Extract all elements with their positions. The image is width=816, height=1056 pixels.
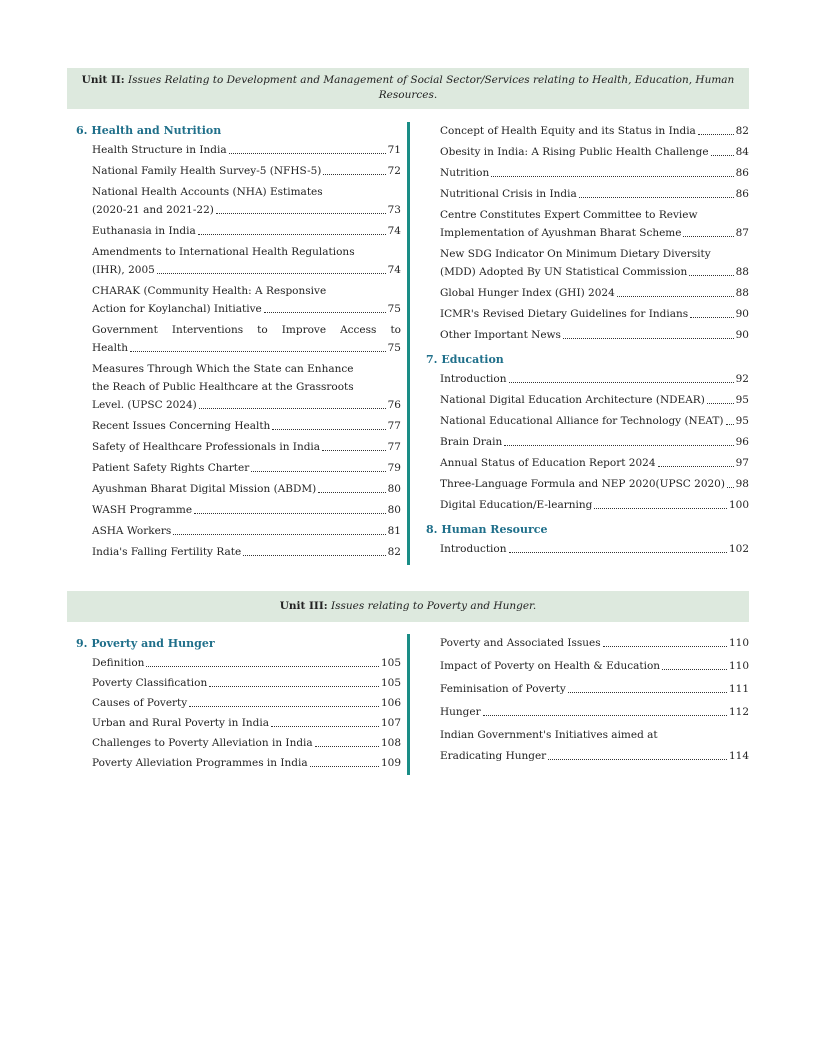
entry-title: Nutrition [440, 167, 490, 179]
entry-page: 106 [380, 697, 401, 709]
dot-leader [322, 450, 386, 451]
entry-page: 74 [387, 264, 401, 276]
dot-leader [216, 213, 386, 214]
entry-title: National Digital Education Architecture (NDEAR) [440, 394, 705, 406]
entry-title: Euthanasia in India [92, 225, 196, 237]
entry-page: 84 [735, 146, 749, 158]
entry-page: 79 [387, 462, 401, 474]
toc-entry-multiline[interactable] [92, 321, 401, 357]
unit-3-label: Unit III: [279, 600, 328, 612]
toc-entry[interactable] [440, 680, 749, 698]
toc-entry[interactable] [92, 754, 401, 772]
entry-title-line: National Health Accounts (NHA) Estimates [92, 186, 323, 198]
entry-title: Patient Safety Rights Charter [92, 462, 250, 474]
dot-leader [509, 552, 727, 553]
entry-page: 111 [728, 683, 749, 695]
dot-leader [146, 666, 379, 667]
entry-page: 90 [735, 329, 749, 341]
toc-entry[interactable] [440, 370, 749, 388]
dot-leader [617, 296, 734, 297]
toc-entry[interactable] [92, 141, 401, 159]
dot-leader [209, 686, 379, 687]
unit-2-banner [67, 68, 749, 109]
section-title-poverty: 9. Poverty and Hunger [76, 637, 215, 650]
entry-page: 92 [735, 373, 749, 385]
dot-leader [483, 715, 727, 716]
dot-leader [323, 174, 385, 175]
entry-title: Poverty Alleviation Programmes in India [92, 757, 308, 769]
entry-title: Causes of Poverty [92, 697, 188, 709]
toc-entry[interactable] [440, 143, 749, 161]
entry-page: 80 [387, 483, 401, 495]
entry-page: 81 [387, 525, 401, 537]
entry-page: 82 [735, 125, 749, 137]
unit-2-label: Unit II: [81, 74, 125, 86]
entry-page: 73 [387, 204, 401, 216]
dot-leader [658, 466, 734, 467]
toc-entry[interactable] [92, 438, 401, 456]
dot-leader [157, 273, 386, 274]
toc-entry[interactable] [440, 164, 749, 182]
entry-page: 114 [728, 750, 749, 762]
entry-title: Nutritional Crisis in India [440, 188, 577, 200]
entry-title-line: Government Interventions to Improve Access to [92, 324, 401, 336]
dot-leader [272, 429, 385, 430]
entry-title: Feminisation of Poverty [440, 683, 566, 695]
section-title-human-resource: 8. Human Resource [426, 523, 548, 536]
poverty-left-column [76, 634, 401, 774]
entry-title: WASH Programme [92, 504, 193, 516]
dot-leader [683, 236, 733, 237]
entry-title: Recent Issues Concerning Health [92, 420, 271, 432]
dot-leader [603, 646, 727, 647]
toc-entry[interactable] [92, 714, 401, 732]
entry-page: 95 [735, 394, 749, 406]
section-title-education: 7. Education [426, 353, 504, 366]
column-divider [407, 122, 410, 565]
entry-page: 110 [728, 637, 749, 649]
dot-leader [662, 669, 727, 670]
dot-leader [563, 338, 734, 339]
entry-page: 86 [735, 188, 749, 200]
entry-page: 102 [728, 543, 749, 555]
entry-title: Global Hunger Index (GHI) 2024 [440, 287, 615, 299]
entry-title: (IHR), 2005 [92, 264, 155, 276]
dot-leader [315, 746, 379, 747]
entry-page: 71 [387, 144, 401, 156]
dot-leader [491, 176, 733, 177]
dot-leader [173, 534, 385, 535]
entry-title: ASHA Workers [92, 525, 172, 537]
toc-entry[interactable] [92, 543, 401, 561]
toc-entry[interactable] [440, 391, 749, 409]
entry-title: Concept of Health Equity and its Status in India [440, 125, 696, 137]
entry-title: Impact of Poverty on Health & Education [440, 660, 661, 672]
entry-page: 109 [380, 757, 401, 769]
toc-entry-multiline[interactable] [440, 726, 749, 765]
entry-page: 87 [735, 227, 749, 239]
entry-page: 110 [728, 660, 749, 672]
entry-title: ICMR's Revised Dietary Guidelines for Indians [440, 308, 689, 320]
entry-title: Health Structure in India [92, 144, 227, 156]
dot-leader [199, 408, 386, 409]
toc-entry[interactable] [440, 475, 749, 493]
entry-page: 88 [735, 287, 749, 299]
toc-entry[interactable] [92, 674, 401, 692]
dot-leader [689, 275, 733, 276]
toc-entry[interactable] [92, 734, 401, 752]
entry-page: 82 [387, 546, 401, 558]
entry-page: 80 [387, 504, 401, 516]
entry-title: (MDD) Adopted By UN Statistical Commission [440, 266, 688, 278]
toc-entry-multiline[interactable] [92, 243, 401, 279]
toc-entry[interactable] [440, 284, 749, 302]
dot-leader [243, 555, 385, 556]
entry-page: 77 [387, 441, 401, 453]
toc-entry[interactable] [92, 694, 401, 712]
dot-leader [310, 766, 379, 767]
dot-leader [707, 403, 734, 404]
toc-entry[interactable] [92, 459, 401, 477]
dot-leader [194, 513, 386, 514]
dot-leader [271, 726, 379, 727]
dot-leader [251, 471, 385, 472]
entry-page: 105 [380, 677, 401, 689]
poverty-right-column [426, 634, 749, 765]
dot-leader [504, 445, 733, 446]
dot-leader [579, 197, 734, 198]
entry-page: 108 [380, 737, 401, 749]
dot-leader [130, 351, 386, 352]
entry-page: 97 [735, 457, 749, 469]
toc-entry[interactable] [440, 634, 749, 652]
entry-title: National Educational Alliance for Technology (NEAT) [440, 415, 724, 427]
toc-entry[interactable] [92, 417, 401, 435]
entry-page: 74 [387, 225, 401, 237]
entry-page: 96 [735, 436, 749, 448]
entry-page: 77 [387, 420, 401, 432]
toc-entry-multiline[interactable] [440, 245, 749, 281]
toc-entry[interactable] [92, 654, 401, 672]
toc-entry[interactable] [440, 703, 749, 721]
entry-title: Poverty and Associated Issues [440, 637, 601, 649]
unit-3-banner [67, 591, 749, 622]
entry-title: Eradicating Hunger [440, 750, 547, 762]
entry-title-line: Centre Constitutes Expert Committee to Review [440, 209, 698, 221]
entry-page: 88 [735, 266, 749, 278]
toc-entry[interactable] [440, 433, 749, 451]
entry-title: Other Important News [440, 329, 561, 341]
entry-title: Hunger [440, 706, 481, 718]
entry-page: 76 [387, 399, 401, 411]
dot-leader [594, 508, 727, 509]
toc-entry[interactable] [92, 501, 401, 519]
entry-title-line: Amendments to International Health Regulations [92, 246, 355, 258]
entry-title: Action for Koylanchal) Initiative [92, 303, 262, 315]
dot-leader [548, 759, 727, 760]
toc-entry[interactable] [440, 326, 749, 344]
entry-page: 105 [380, 657, 401, 669]
toc-entry[interactable] [440, 122, 749, 140]
entry-title: National Family Health Survey-5 (NFHS-5) [92, 165, 322, 177]
entry-page: 107 [380, 717, 401, 729]
toc-entry-multiline[interactable] [92, 183, 401, 219]
toc-entry[interactable] [440, 305, 749, 323]
dot-leader [690, 317, 734, 318]
dot-leader [198, 234, 386, 235]
toc-entry[interactable] [440, 496, 749, 514]
toc-entry-multiline[interactable] [92, 282, 401, 318]
toc-entry-multiline[interactable] [440, 206, 749, 242]
entry-title: Implementation of Ayushman Bharat Scheme [440, 227, 682, 239]
toc-entry[interactable] [440, 454, 749, 472]
entry-title: Annual Status of Education Report 2024 [440, 457, 656, 469]
entry-title: Introduction [440, 543, 507, 555]
toc-entry-multiline[interactable] [92, 360, 401, 414]
dot-leader [509, 382, 734, 383]
entry-title: Three-Language Formula and NEP 2020(UPSC 2020) [440, 478, 725, 490]
health-left-column [76, 121, 401, 564]
entry-title: Urban and Rural Poverty in India [92, 717, 269, 729]
entry-title: Introduction [440, 373, 507, 385]
column-divider [407, 634, 410, 775]
entry-title: Ayushman Bharat Digital Mission (ABDM) [92, 483, 317, 495]
entry-title: Digital Education/E-learning [440, 499, 593, 511]
entry-title-line: the Reach of Public Healthcare at the Grassroots [92, 381, 354, 393]
entry-title: Level. (UPSC 2024) [92, 399, 197, 411]
dot-leader [711, 155, 734, 156]
section-title-health: 6. Health and Nutrition [76, 124, 222, 137]
entry-title: Obesity in India: A Rising Public Health Challenge [440, 146, 709, 158]
toc-entry[interactable] [92, 522, 401, 540]
entry-title: Brain Drain [440, 436, 503, 448]
dot-leader [568, 692, 727, 693]
entry-page: 86 [735, 167, 749, 179]
unit-2-title: Issues Relating to Development and Management of Social Sector/Services relating to Health, Education, Human Resources. [127, 74, 735, 101]
entry-page: 72 [387, 165, 401, 177]
dot-leader [189, 706, 379, 707]
entry-title-line: CHARAK (Community Health: A Responsive [92, 285, 327, 297]
dot-leader [698, 134, 734, 135]
entry-title: (2020-21 and 2021-22) [92, 204, 214, 216]
entry-page: 112 [728, 706, 749, 718]
entry-title: Challenges to Poverty Alleviation in India [92, 737, 313, 749]
dot-leader [229, 153, 386, 154]
dot-leader [726, 424, 734, 425]
entry-title: Safety of Healthcare Professionals in India [92, 441, 321, 453]
unit-3-title: Issues relating to Poverty and Hunger. [330, 600, 537, 612]
toc-entry[interactable] [440, 540, 749, 558]
entry-page: 75 [387, 303, 401, 315]
entry-page: 75 [387, 342, 401, 354]
right-column-unit-2 [426, 122, 749, 561]
toc-entry[interactable] [440, 185, 749, 203]
dot-leader [318, 492, 385, 493]
entry-title-line: Indian Government's Initiatives aimed at [440, 729, 658, 741]
entry-title-line: New SDG Indicator On Minimum Dietary Diversity [440, 248, 711, 260]
entry-page: 95 [735, 415, 749, 427]
toc-entry[interactable] [440, 657, 749, 675]
entry-page: 98 [735, 478, 749, 490]
entry-page: 90 [735, 308, 749, 320]
entry-title: Health [92, 342, 128, 354]
entry-title-line: Measures Through Which the State can Enhance [92, 363, 354, 375]
entry-title: Poverty Classification [92, 677, 208, 689]
toc-entry[interactable] [440, 412, 749, 430]
entry-title: India's Falling Fertility Rate [92, 546, 242, 558]
toc-entry[interactable] [92, 162, 401, 180]
toc-entry[interactable] [92, 222, 401, 240]
toc-entry[interactable] [92, 480, 401, 498]
entry-title: Definition [92, 657, 145, 669]
dot-leader [727, 487, 734, 488]
dot-leader [264, 312, 386, 313]
entry-page: 100 [728, 499, 749, 511]
